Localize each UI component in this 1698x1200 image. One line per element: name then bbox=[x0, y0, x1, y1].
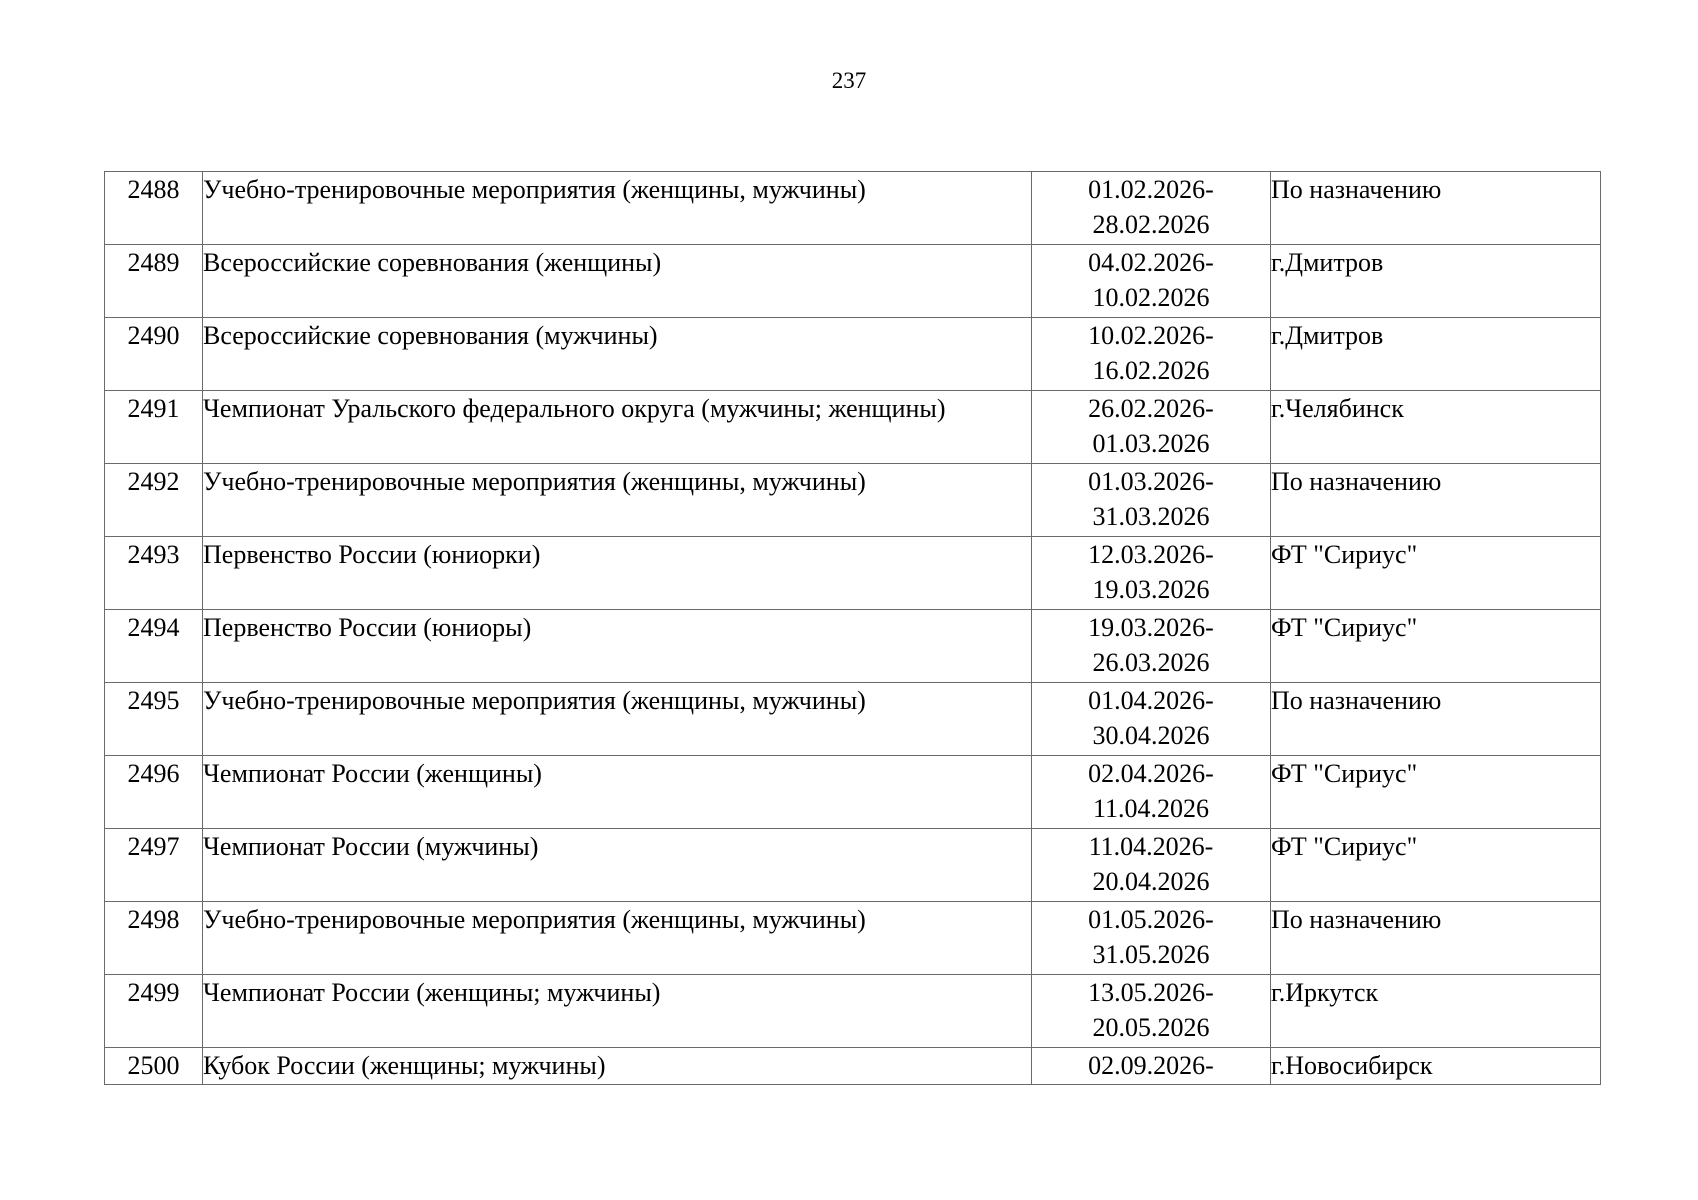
date-start: 01.02.2026- bbox=[1088, 175, 1214, 204]
row-number: 2494 bbox=[105, 610, 203, 683]
date-end: 31.03.2026 bbox=[1092, 502, 1210, 531]
date-end: 16.02.2026 bbox=[1092, 356, 1210, 385]
event-dates bbox=[1032, 245, 1271, 318]
event-place: ФТ "Сириус" bbox=[1271, 829, 1601, 902]
event-name: Первенство России (юниоры) bbox=[203, 610, 1032, 683]
event-place: По назначению bbox=[1271, 902, 1601, 975]
date-end: 20.05.2026 bbox=[1092, 1013, 1210, 1042]
event-dates bbox=[1032, 902, 1271, 975]
event-place: г.Челябинск bbox=[1271, 391, 1601, 464]
row-number: 2489 bbox=[105, 245, 203, 318]
date-start: 11.04.2026- bbox=[1088, 832, 1214, 861]
event-dates bbox=[1032, 537, 1271, 610]
date-end: 31.05.2026 bbox=[1092, 940, 1210, 969]
table-row bbox=[105, 537, 1601, 610]
date-end: 19.03.2026 bbox=[1092, 575, 1210, 604]
event-name: Всероссийские соревнования (мужчины) bbox=[203, 318, 1032, 391]
event-place: По назначению bbox=[1271, 172, 1601, 245]
event-dates bbox=[1032, 610, 1271, 683]
row-number: 2495 bbox=[105, 683, 203, 756]
event-name: Учебно-тренировочные мероприятия (женщины, мужчины) bbox=[203, 683, 1032, 756]
event-place: г.Иркутск bbox=[1271, 975, 1601, 1048]
event-name: Чемпионат России (женщины) bbox=[203, 756, 1032, 829]
page-number: 237 bbox=[831, 68, 867, 93]
date-end: 28.02.2026 bbox=[1092, 210, 1210, 239]
event-name: Учебно-тренировочные мероприятия (женщины, мужчины) bbox=[203, 902, 1032, 975]
event-name: Всероссийские соревнования (женщины) bbox=[203, 245, 1032, 318]
date-start: 12.03.2026- bbox=[1088, 540, 1214, 569]
event-name: Чемпионат Уральского федерального округа (мужчины; женщины) bbox=[203, 391, 1032, 464]
date-start: 02.09.2026- bbox=[1088, 1051, 1214, 1080]
row-number: 2499 bbox=[105, 975, 203, 1048]
event-name: Кубок России (женщины; мужчины) bbox=[203, 1048, 1032, 1085]
table-row bbox=[105, 318, 1601, 391]
event-dates bbox=[1032, 975, 1271, 1048]
row-number: 2488 bbox=[105, 172, 203, 245]
event-dates bbox=[1032, 391, 1271, 464]
event-place: По назначению bbox=[1271, 464, 1601, 537]
date-end: 20.04.2026 bbox=[1092, 867, 1210, 896]
row-number: 2491 bbox=[105, 391, 203, 464]
event-dates bbox=[1032, 1048, 1271, 1085]
table-row bbox=[105, 829, 1601, 902]
date-start: 19.03.2026- bbox=[1088, 613, 1214, 642]
event-dates bbox=[1032, 756, 1271, 829]
event-place: г.Дмитров bbox=[1271, 318, 1601, 391]
date-start: 10.02.2026- bbox=[1088, 321, 1214, 350]
event-name: Первенство России (юниорки) bbox=[203, 537, 1032, 610]
event-place: ФТ "Сириус" bbox=[1271, 756, 1601, 829]
event-place: г.Дмитров bbox=[1271, 245, 1601, 318]
date-end: 11.04.2026 bbox=[1092, 794, 1210, 823]
event-place: ФТ "Сириус" bbox=[1271, 610, 1601, 683]
row-number: 2490 bbox=[105, 318, 203, 391]
event-name: Чемпионат России (женщины; мужчины) bbox=[203, 975, 1032, 1048]
row-number: 2496 bbox=[105, 756, 203, 829]
table-row bbox=[105, 1048, 1601, 1085]
table-row bbox=[105, 391, 1601, 464]
date-start: 02.04.2026- bbox=[1088, 759, 1214, 788]
event-place: ФТ "Сириус" bbox=[1271, 537, 1601, 610]
event-place: По назначению bbox=[1271, 683, 1601, 756]
event-dates bbox=[1032, 683, 1271, 756]
event-dates bbox=[1032, 172, 1271, 245]
event-dates bbox=[1032, 829, 1271, 902]
event-name: Учебно-тренировочные мероприятия (женщины, мужчины) bbox=[203, 464, 1032, 537]
table-row bbox=[105, 902, 1601, 975]
date-start: 01.05.2026- bbox=[1088, 905, 1214, 934]
table-row bbox=[105, 610, 1601, 683]
date-end: 01.03.2026 bbox=[1092, 429, 1210, 458]
date-end: 10.02.2026 bbox=[1092, 283, 1210, 312]
table-row bbox=[105, 464, 1601, 537]
date-start: 01.03.2026- bbox=[1088, 467, 1214, 496]
event-name: Учебно-тренировочные мероприятия (женщины, мужчины) bbox=[203, 172, 1032, 245]
row-number: 2498 bbox=[105, 902, 203, 975]
table-row bbox=[105, 172, 1601, 245]
date-end: 26.03.2026 bbox=[1092, 648, 1210, 677]
date-start: 04.02.2026- bbox=[1088, 248, 1214, 277]
event-dates bbox=[1032, 464, 1271, 537]
row-number: 2493 bbox=[105, 537, 203, 610]
table-row bbox=[105, 975, 1601, 1048]
events-table bbox=[104, 171, 1601, 1085]
table-row bbox=[105, 245, 1601, 318]
table-row bbox=[105, 756, 1601, 829]
row-number: 2500 bbox=[105, 1048, 203, 1085]
row-number: 2497 bbox=[105, 829, 203, 902]
date-end: 30.04.2026 bbox=[1092, 721, 1210, 750]
event-place: г.Новосибирск bbox=[1271, 1048, 1601, 1085]
table-row bbox=[105, 683, 1601, 756]
date-start: 01.04.2026- bbox=[1088, 686, 1214, 715]
date-start: 26.02.2026- bbox=[1088, 394, 1214, 423]
event-dates bbox=[1032, 318, 1271, 391]
event-name: Чемпионат России (мужчины) bbox=[203, 829, 1032, 902]
row-number: 2492 bbox=[105, 464, 203, 537]
date-start: 13.05.2026- bbox=[1088, 978, 1214, 1007]
